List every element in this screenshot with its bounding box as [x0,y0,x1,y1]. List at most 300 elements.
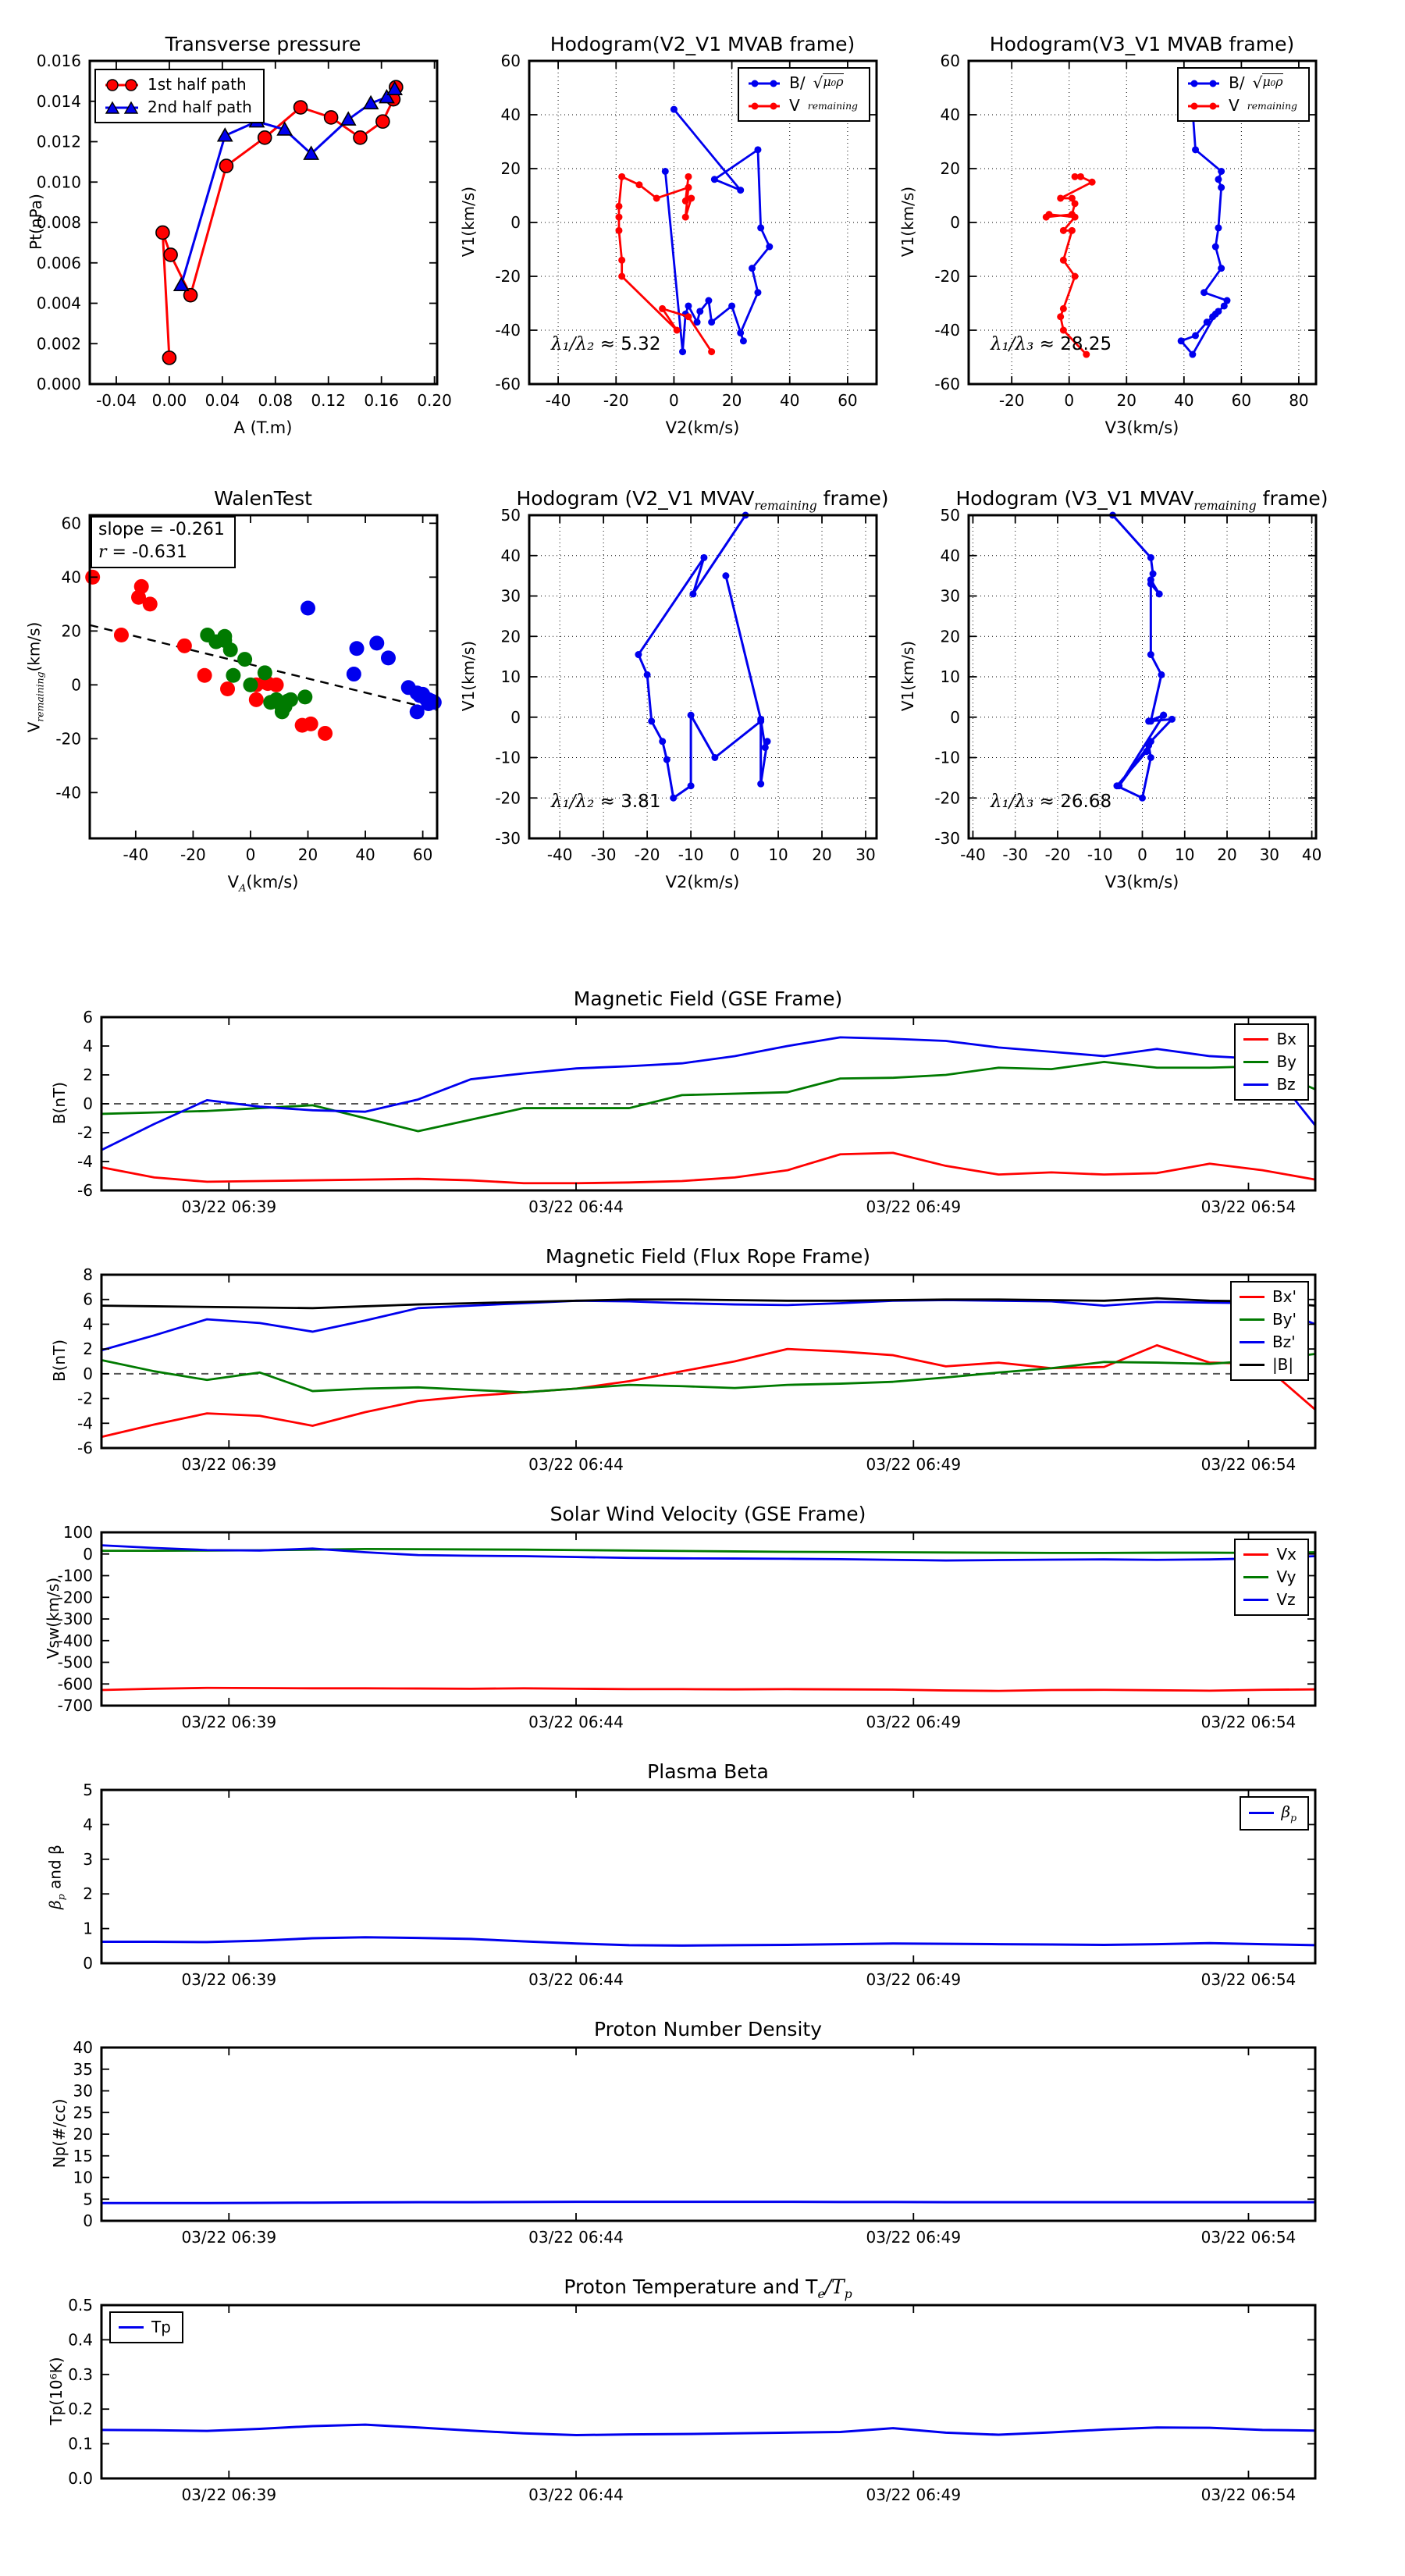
x-tick-label: -20 [998,391,1025,410]
y-tick-label: 0.016 [36,52,81,70]
plot-title-proton-temperature: Proton Temperature and $T_e/T_p$ [564,2275,852,2301]
y-tick-label: 0.3 [68,2364,93,2384]
y-tick-label: -30 [495,829,521,848]
data-point [301,601,315,616]
data-point [164,248,177,262]
ylabel-np: Np(#/cc) [50,2098,69,2169]
legend-bfield-fluxrope [1230,1281,1309,1381]
series-line [1113,515,1172,798]
y-tick-label: -2 [77,1123,93,1142]
data-point [1189,351,1196,358]
x-tick-label: -20 [603,391,629,410]
x-tick-label: 30 [1259,845,1280,864]
y-tick-label: 0 [83,1954,93,1973]
series-line [1046,176,1092,354]
y-tick-label: 35 [73,2059,93,2079]
data-point [294,101,308,114]
y-tick-label: 0 [950,213,960,232]
axes-frame [101,2305,1315,2478]
circle-line-marker-icon [104,78,140,92]
data-point [674,327,681,334]
data-point [689,590,696,597]
y-tick-label: 0.002 [36,334,81,354]
axes-frame [101,1790,1315,1963]
data-point [350,641,365,656]
legend-item-vy: Vy [1243,1567,1297,1587]
data-point [1204,318,1211,326]
data-point [1072,214,1079,221]
y-tick-label: 2 [83,1066,93,1084]
y-tick-label: -4 [77,1152,93,1171]
data-point [688,712,695,719]
x-tick-label: 03/22 06:39 [181,2485,277,2504]
data-point [156,226,169,239]
x-tick-label: 0 [669,391,679,410]
plot-title-plasma-beta: Plasma Beta [647,1760,769,1783]
x-tick-label: -40 [545,391,571,410]
data-point [1139,795,1146,802]
dot-line-marker-icon [747,79,781,88]
data-point [1215,224,1222,231]
legend-item-vx: Vx [1243,1545,1297,1564]
y-tick-label: -10 [934,748,960,767]
data-point [1115,782,1122,789]
y-tick-label: 4 [83,1315,93,1334]
y-tick-label: 0.008 [36,213,81,232]
y-tick-label: 10 [500,667,521,686]
y-tick-label: 3 [83,1849,93,1869]
data-point [705,297,712,304]
data-point [696,308,703,315]
ylabel-vsw: Vsw(km/s) [44,1577,62,1660]
data-point [644,671,651,678]
data-point [1215,176,1222,183]
legend-item-beta-p: $\beta_p$ [1249,1802,1297,1824]
x-tick-label: 0.12 [311,391,346,410]
y-tick-label: 0 [83,1094,93,1113]
blue-line-icon [1243,1083,1268,1086]
data-point [1218,265,1225,272]
blue-line-icon [119,2326,144,2329]
legend-item-vremaining: V remaining [1186,96,1297,116]
red-line-icon [1240,1296,1264,1298]
x-tick-label: -0.04 [96,391,137,410]
legend-item-b: B/ √ μ₀ρ [747,73,858,93]
x-tick-label: 03/22 06:44 [528,1970,624,1989]
legend-velocity [1234,1539,1309,1616]
dot-line-marker-icon [747,101,781,111]
data-point [685,184,692,191]
p9-plot [58,1523,1315,1731]
p10-plot [83,1781,1315,1989]
x-tick-label: 03/22 06:44 [528,2485,624,2504]
data-point [1192,146,1199,153]
plot-title-hodogram-v3v1-mvab: Hodogram(V3_V1 MVAB frame) [989,33,1295,55]
x-tick-label: -40 [960,845,986,864]
legend-bfield-gse [1234,1023,1309,1101]
data-point [615,214,622,221]
data-point [679,348,686,355]
plot-title-transverse-pressure: Transverse pressure [165,33,361,55]
data-point [1069,227,1076,234]
data-point [1150,571,1157,578]
data-point [381,650,396,665]
data-point [1060,327,1067,334]
x-tick-label: 0.16 [364,391,399,410]
data-point [237,652,252,667]
legend-item-bx-prime: Bx' [1240,1287,1297,1307]
data-point [688,782,695,789]
data-point [1145,717,1152,724]
data-point [249,692,264,707]
x-tick-label: 03/22 06:49 [866,2228,962,2247]
xlabel-v2-p2: V2(km/s) [665,418,740,437]
y-tick-label: 0.010 [36,173,81,192]
data-point [1192,332,1199,339]
data-point [1145,742,1152,749]
plot-title-bfield-fluxrope: Magnetic Field (Flux Rope Frame) [545,1245,871,1268]
x-tick-label: 0.08 [258,391,293,410]
data-point [1045,211,1052,218]
data-point [1060,257,1067,264]
y-tick-label: 6 [83,1008,93,1026]
x-tick-label: 60 [838,391,858,410]
data-point [1218,184,1225,191]
y-tick-label: 0 [83,2211,93,2230]
x-tick-label: 03/22 06:54 [1200,2485,1297,2504]
y-tick-label: 20 [940,627,960,646]
y-tick-label: 20 [940,159,960,178]
ylabel-tp: Tp(10⁶K) [47,2357,66,2425]
dot-line-marker-icon [1186,79,1221,88]
data-point [258,665,272,680]
data-point [749,265,756,272]
y-tick-label: 0 [950,707,960,727]
lambda-ratio-annotation-p5: λ₁/λ₂ ≈ 3.81 [551,792,661,812]
series-line [101,1345,1315,1436]
data-point [1060,227,1067,234]
y-tick-label: -600 [57,1674,93,1694]
data-point [618,273,625,280]
x-tick-label: 03/22 06:54 [1200,1455,1297,1474]
data-point [1200,289,1208,296]
data-point [341,112,355,125]
legend-plasma-beta [1240,1796,1310,1831]
y-tick-label: -6 [77,1181,93,1200]
y-tick-label: 60 [940,52,960,70]
legend-item-b: B/ √ μ₀ρ [1186,73,1297,93]
y-tick-label: -30 [934,829,960,848]
x-tick-label: 80 [1289,391,1309,410]
ylabel-v1-p5: V1(km/s) [459,640,478,712]
legend-item-tp: Tp [119,2318,171,2337]
legend-item-bz-prime: Bz' [1240,1332,1297,1352]
data-point [615,203,622,210]
y-tick-label: 40 [61,568,81,587]
data-point [1143,748,1150,755]
y-tick-label: 60 [500,52,521,70]
x-tick-label: 03/22 06:49 [866,1713,962,1731]
data-point [347,667,361,681]
data-point [1160,712,1167,719]
data-point [708,348,715,355]
x-tick-label: 40 [780,391,800,410]
data-point [269,678,284,692]
xlabel-v3-p6: V3(km/s) [1104,873,1179,891]
y-tick-label: 30 [940,586,960,606]
data-point [1147,754,1154,761]
data-point [162,351,176,365]
x-tick-label: 60 [1231,391,1252,410]
plot-title-proton-density: Proton Number Density [594,2018,822,2041]
data-point [722,572,729,579]
data-point [1072,200,1079,207]
green-line-icon [1243,1576,1268,1578]
x-tick-label: 03/22 06:49 [866,1455,962,1474]
data-point [685,173,692,180]
data-point [243,678,258,692]
data-point [618,257,625,264]
x-tick-label: 03/22 06:49 [866,1970,962,1989]
ylabel-v1-p6: V1(km/s) [898,640,917,712]
data-point [325,111,338,124]
y-tick-label: -20 [934,267,960,286]
x-tick-label: 30 [855,845,876,864]
y-tick-label: 30 [73,2081,93,2101]
y-tick-label: 0.4 [68,2330,93,2350]
y-tick-label: -500 [57,1653,93,1672]
ylabel-v1-p3: V1(km/s) [898,186,917,258]
series-line [101,1153,1315,1183]
y-tick-label: 40 [500,105,521,124]
xlabel-v2-p5: V2(km/s) [665,873,740,891]
data-point [635,181,642,188]
y-tick-label: 60 [61,514,81,533]
xlabel-a-tm: A (T.m) [233,418,293,437]
y-tick-label: -2 [77,1389,93,1408]
data-point [685,313,692,320]
y-tick-label: 6 [83,1290,93,1309]
x-tick-label: -30 [590,845,617,864]
data-point [226,668,240,683]
y-tick-label: 0.004 [36,294,81,313]
y-tick-label: 40 [500,546,521,565]
data-point [670,106,678,113]
data-point [143,596,158,611]
y-tick-label: 0 [71,675,81,695]
data-point [304,717,318,731]
ylabel-vremaining: $V_{remaining}(km/s)$ [24,621,46,733]
legend-item-bx: Bx [1243,1030,1297,1049]
y-tick-label: -60 [934,375,960,393]
ylabel-v1-p2: V1(km/s) [459,186,478,258]
data-point [757,716,764,723]
lambda-ratio-annotation-p3: λ₁/λ₃ ≈ 28.25 [991,334,1112,354]
plot-title-hodogram-v2v1-mvav: Hodogram (V2_V1 $MVAV_{remaining}$ frame) [516,487,889,513]
data-point [1147,554,1154,561]
y-tick-label: -10 [495,748,521,767]
data-point [1212,244,1219,251]
y-tick-label: 40 [73,2038,93,2057]
x-tick-label: 0 [1137,845,1147,864]
series-line [101,1688,1315,1691]
y-tick-label: -20 [495,788,521,808]
series-line [101,2425,1315,2435]
x-tick-label: 10 [768,845,788,864]
x-tick-label: -40 [123,845,149,864]
legend-item-by: By [1243,1052,1297,1072]
x-tick-label: 03/22 06:39 [181,1713,277,1731]
xlabel-v3-p3: V3(km/s) [1104,418,1179,437]
xlabel-va: $V_A(km/s)$ [227,873,299,895]
data-point [421,696,436,711]
legend-proton-temperature [109,2311,183,2343]
y-tick-label: -40 [55,783,81,802]
ylabel-pt: Pt(nPa) [27,194,45,250]
data-point [1147,580,1154,587]
data-point [659,305,666,312]
x-tick-label: 0.04 [205,391,240,410]
y-tick-label: 0.5 [68,2296,93,2314]
x-tick-label: 03/22 06:54 [1200,1197,1297,1216]
p8-plot [77,1265,1315,1474]
x-tick-label: 0 [245,845,256,864]
y-tick-label: 0.000 [36,375,81,393]
x-tick-label: 20 [1116,391,1136,410]
series-line [101,1937,1315,1946]
series-line [101,2202,1315,2204]
y-tick-label: -20 [55,729,81,749]
black-line-icon [1240,1364,1264,1366]
y-tick-label: -6 [77,1439,93,1457]
y-tick-label: 0.012 [36,132,81,151]
x-tick-label: 03/22 06:54 [1200,1970,1297,1989]
axes-frame [101,1017,1315,1190]
data-point [663,756,670,763]
y-tick-label: 10 [73,2168,93,2187]
data-point [754,146,761,153]
data-point [615,227,622,234]
x-tick-label: 40 [1301,845,1322,864]
y-tick-label: 30 [500,586,521,606]
x-tick-label: 40 [355,845,375,864]
plot-title-solar-wind-velocity: Solar Wind Velocity (GSE Frame) [550,1503,866,1525]
data-point [1057,313,1064,320]
y-tick-label: -400 [57,1631,93,1650]
legend-transverse-pressure [94,69,265,123]
x-tick-label: 03/22 06:49 [866,1197,962,1216]
data-point [1147,651,1154,658]
x-tick-label: -30 [1002,845,1029,864]
data-point [1089,179,1096,186]
legend-item-by-prime: By' [1240,1310,1297,1329]
y-tick-label: -200 [57,1588,93,1607]
legend-item-vremaining: V remaining [747,96,858,116]
lambda-ratio-annotation-p6: λ₁/λ₃ ≈ 26.68 [991,792,1112,812]
y-tick-label: -300 [57,1610,93,1628]
data-point [220,681,235,696]
y-tick-label: 50 [940,506,960,525]
green-line-icon [1243,1061,1268,1063]
y-tick-label: 1 [83,1919,93,1938]
data-point [728,302,735,309]
ylabel-bnt-gse: B(nT) [50,1081,69,1125]
y-tick-label: 5 [83,2190,93,2209]
data-point [754,289,761,296]
ylabel-beta: $\beta_p$ and β [45,1845,67,1909]
data-point [685,302,692,309]
p12-plot [68,2296,1315,2504]
data-point [737,329,744,336]
green-line-icon [1240,1318,1264,1321]
data-point [1057,194,1064,201]
y-tick-label: -60 [495,375,521,393]
y-tick-label: -20 [934,788,960,808]
plot-title-hodogram-v2v1-mvab: Hodogram(V2_V1 MVAB frame) [550,33,855,55]
data-point [354,131,367,144]
data-point [1060,305,1067,312]
data-point [318,726,333,741]
y-tick-label: 40 [940,546,960,565]
x-tick-label: 03/22 06:39 [181,1970,277,1989]
x-tick-label: 03/22 06:44 [528,1713,624,1731]
y-tick-label: -40 [495,321,521,340]
dot-line-marker-icon [1186,101,1221,111]
series-line [101,1354,1315,1392]
data-point [653,194,660,201]
y-tick-label: 0.0 [68,2469,93,2488]
data-point [711,754,718,761]
plot-title-walentest: WalenTest [214,487,312,510]
x-tick-label: 03/22 06:44 [528,1455,624,1474]
data-point [197,668,212,683]
data-point [635,651,642,658]
legend-item-bz: Bz [1243,1075,1297,1094]
x-tick-label: -40 [546,845,573,864]
data-point [1212,311,1219,318]
y-tick-label: 2 [83,1340,93,1359]
y-tick-label: 0 [510,707,521,727]
data-point [618,173,625,180]
y-tick-label: 0.014 [36,91,81,111]
y-tick-label: -20 [495,267,521,286]
legend-item-1st-half: 1st half path [104,75,252,94]
blue-line-icon [1249,1812,1274,1814]
x-tick-label: -20 [1044,845,1071,864]
data-point [219,159,233,173]
y-tick-label: 20 [500,159,521,178]
x-tick-label: 40 [1174,391,1194,410]
y-tick-label: 8 [83,1265,93,1284]
y-tick-label: 0.2 [68,2400,93,2419]
data-point [223,642,238,657]
x-tick-label: 03/22 06:49 [866,2485,962,2504]
y-tick-label: 25 [73,2103,93,2122]
legend-item-bmag: |B| [1240,1355,1297,1375]
data-point [258,131,272,144]
data-point [670,795,677,802]
legend-hodogram-v2v1-mvab [738,67,870,122]
y-tick-label: -100 [57,1566,93,1585]
red-line-icon [1243,1553,1268,1556]
y-tick-label: 4 [83,1037,93,1055]
y-tick-label: 5 [83,1781,93,1799]
walen-fit-stats-box [91,516,236,568]
y-tick-label: 100 [62,1523,93,1542]
x-tick-label: 03/22 06:44 [528,1197,624,1216]
y-tick-label: -40 [934,321,960,340]
data-point [1218,168,1225,175]
